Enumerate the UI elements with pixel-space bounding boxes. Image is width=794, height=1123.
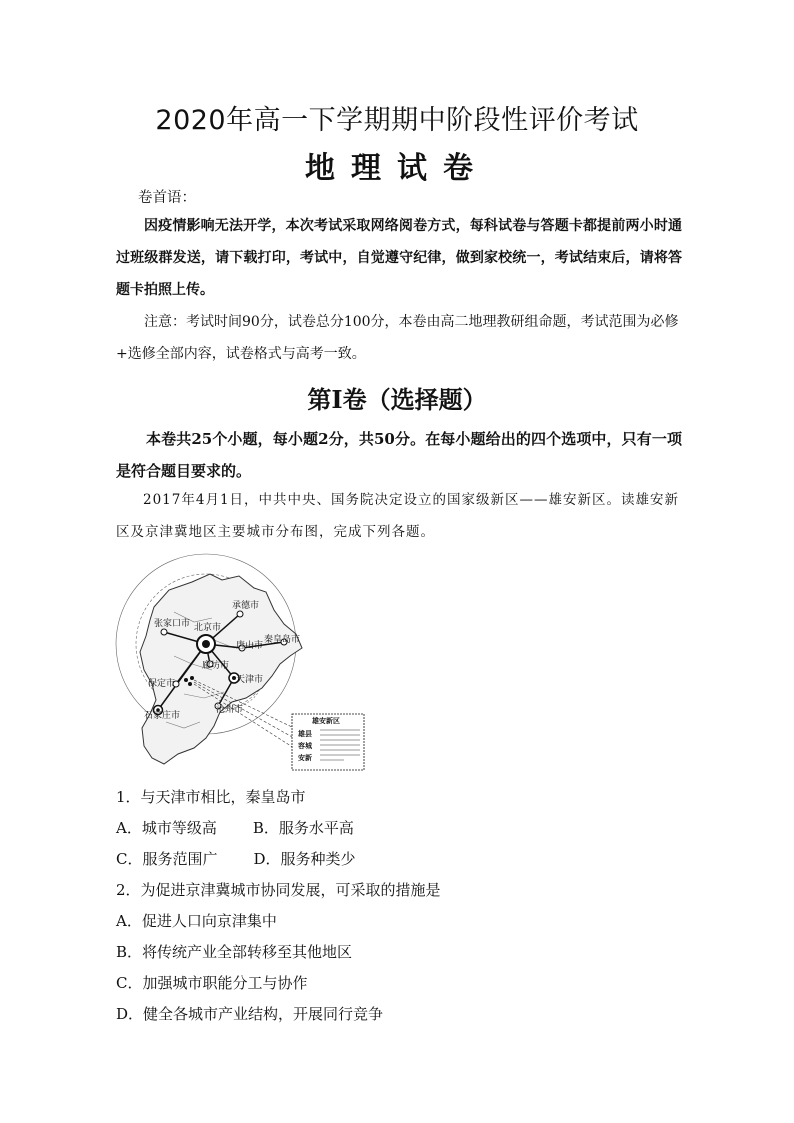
- question-1-option-c[interactable]: C．服务范围广: [116, 850, 218, 868]
- inset-county-3: 安新: [298, 754, 312, 762]
- city-label-chengde: 承德市: [232, 601, 260, 611]
- question-2-option-b[interactable]: B．将传统产业全部转移至其他地区: [116, 943, 353, 961]
- question-1-stem: 1．与天津市相比，秦皇岛市: [116, 788, 306, 806]
- question-1-options-row-1: [116, 817, 354, 838]
- preface-label: 卷首语：: [138, 190, 196, 206]
- question-2-stem: 2．为促进京津冀城市协同发展，可采取的措施是: [116, 881, 441, 899]
- question-1-option-d[interactable]: D．服务种类少: [253, 850, 356, 868]
- beijing-center-dot: [202, 640, 210, 648]
- city-label-zhangjiakou: 张家口市: [154, 619, 191, 629]
- question-1-options-row-2: [116, 848, 356, 869]
- question-1-option-b[interactable]: B．服务水平高: [252, 819, 354, 837]
- city-label-tangshan: 唐山市: [236, 641, 264, 651]
- city-label-tianjin: 天津市: [236, 675, 264, 685]
- city-label-cangzhou: 沧州市: [216, 705, 244, 715]
- section-title: 第Ⅰ卷（选择题）: [307, 385, 487, 414]
- question-2-option-d[interactable]: D．健全各城市产业结构，开展同行竞争: [116, 1005, 384, 1023]
- city-label-baoding: 保定市: [148, 679, 176, 689]
- city-label-beijing: 北京市: [194, 623, 222, 633]
- city-label-langfang: 廊坊市: [202, 661, 230, 671]
- inset-county-1: 雄县: [298, 730, 312, 738]
- question-intro: 2017年4月1日，中共中央、国务院决定设立的国家级新区——雄安新区。读雄安新区及京津冀地区主要城市分布图，完成下列各题。: [116, 492, 680, 540]
- city-label-shijiazhuang: 石家庄市: [144, 711, 181, 721]
- question-2-option-a[interactable]: A．促进人口向京津集中: [116, 912, 277, 930]
- jingjinji-city-map: [114, 552, 366, 772]
- exam-title: 2020年高一下学期期中阶段性评价考试: [155, 105, 639, 136]
- section-instruction: 本卷共25个小题，每小题2分，共50分。在每小题给出的四个选项中，只有一项是符合题目要求的。: [116, 430, 682, 480]
- city-label-qinhuangdao: 秦皇岛市: [264, 635, 301, 645]
- question-1-option-a[interactable]: A．城市等级高: [116, 819, 217, 837]
- subject-title: 地理试卷: [305, 151, 489, 186]
- inset-title: 雄安新区: [312, 717, 340, 725]
- inset-county-2: 容城: [298, 742, 312, 750]
- question-2-option-c[interactable]: C．加强城市职能分工与协作: [116, 974, 308, 992]
- preface-body: 因疫情影响无法开学，本次考试采取网络阅卷方式，每科试卷与答题卡都提前两小时通过班级群发送，请下载打印，考试中，自觉遵守纪律，做到家校统一，考试结束后，请将答题卡拍照上传。: [116, 218, 682, 298]
- exam-note: 注意：考试时间90分，试卷总分100分，本卷由高二地理教研组命题，考试范围为必修+选修全部内容，试卷格式与高考一致。: [116, 314, 679, 362]
